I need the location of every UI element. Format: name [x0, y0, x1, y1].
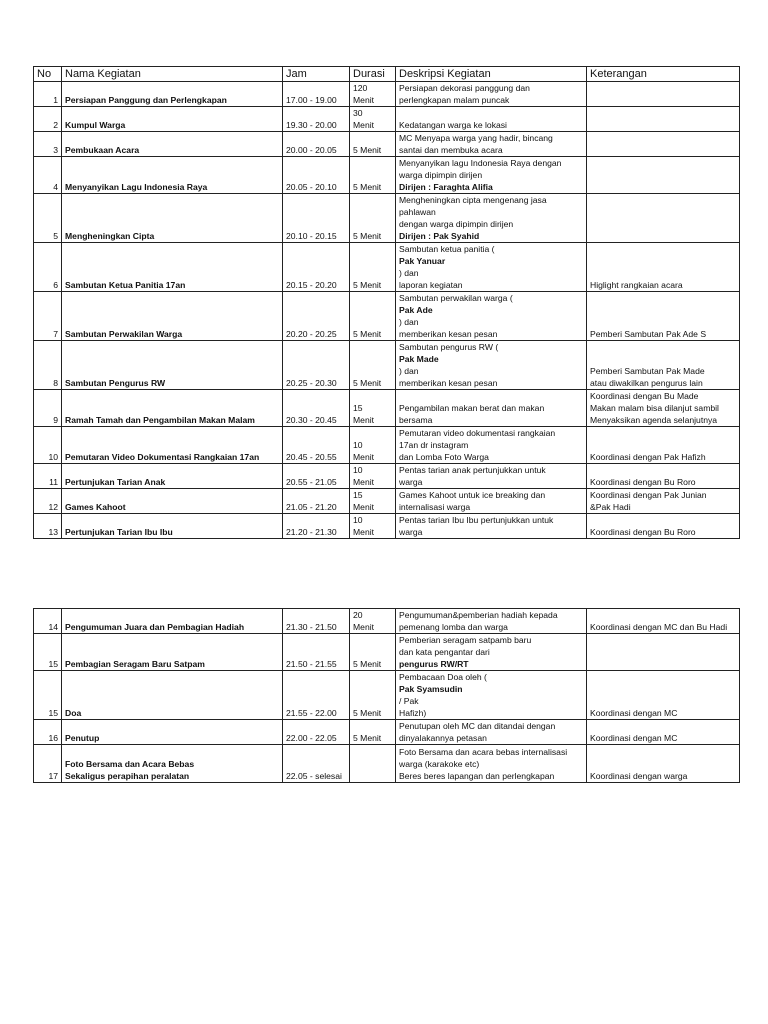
row-no: 17: [34, 745, 62, 783]
row-desc: Mengheningkan cipta mengenang jasa pahlawan dengan warga dipimpin dirijen Dirijen : Pak Syahid: [396, 194, 587, 243]
header-jam: Jam: [283, 67, 350, 82]
header-durasi: Durasi: [350, 67, 396, 82]
row-name: Menyanyikan Lagu Indonesia Raya: [62, 157, 283, 194]
schedule-table-top: [33, 66, 740, 539]
table-row: [34, 194, 740, 243]
row-no: 13: [34, 514, 62, 539]
row-name: Mengheningkan Cipta: [62, 194, 283, 243]
row-ket: Koordinasi dengan MC: [587, 671, 740, 720]
row-jam: 17.00 - 19.00: [283, 82, 350, 107]
row-durasi: 120 Menit: [350, 82, 396, 107]
row-no: 10: [34, 427, 62, 464]
row-durasi: 5 Menit: [350, 194, 396, 243]
table-row: [34, 243, 740, 292]
row-no: 11: [34, 464, 62, 489]
table-row: [34, 489, 740, 514]
row-desc: Sambutan pengurus RW ( Pak Made ) dan memberikan kesan pesan: [396, 341, 587, 390]
row-ket: Koordinasi dengan Bu Roro: [587, 514, 740, 539]
row-ket: [587, 107, 740, 132]
table-header-row: [34, 67, 740, 82]
row-name: Foto Bersama dan Acara Bebas Sekaligus perapihan peralatan: [62, 745, 283, 783]
row-no: 14: [34, 609, 62, 634]
row-no: 2: [34, 107, 62, 132]
row-durasi: 15 Menit: [350, 390, 396, 427]
header-no: No: [34, 67, 62, 82]
row-durasi: 5 Menit: [350, 671, 396, 720]
table-row: [34, 157, 740, 194]
row-name: Pengumuman Juara dan Pembagian Hadiah: [62, 609, 283, 634]
row-jam: 20.00 - 20.05: [283, 132, 350, 157]
row-durasi: 5 Menit: [350, 634, 396, 671]
row-jam: 22.05 - selesai: [283, 745, 350, 783]
row-name: Sambutan Perwakilan Warga: [62, 292, 283, 341]
row-jam: 21.05 - 21.20: [283, 489, 350, 514]
row-jam: 21.20 - 21.30: [283, 514, 350, 539]
row-name: Pertunjukan Tarian Ibu Ibu: [62, 514, 283, 539]
row-ket: Higlight rangkaian acara: [587, 243, 740, 292]
row-no: 8: [34, 341, 62, 390]
row-desc: Pembacaan Doa oleh ( Pak Syamsudin / Pak Hafizh): [396, 671, 587, 720]
table-row: [34, 671, 740, 720]
row-no: 7: [34, 292, 62, 341]
table-row: [34, 745, 740, 783]
row-desc: Pemberian seragam satpamb baru dan kata pengantar dari pengurus RW/RT: [396, 634, 587, 671]
row-ket: Koordinasi dengan MC dan Bu Hadi: [587, 609, 740, 634]
row-ket: [587, 132, 740, 157]
row-name: Games Kahoot: [62, 489, 283, 514]
header-name: Nama Kegiatan: [62, 67, 283, 82]
row-no: 15: [34, 634, 62, 671]
row-ket: Koordinasi dengan Bu Made Makan malam bisa dilanjut sambil Menyaksikan agenda selanjutnya: [587, 390, 740, 427]
header-desc: Deskripsi Kegiatan: [396, 67, 587, 82]
table-row: [34, 390, 740, 427]
row-jam: 21.50 - 21.55: [283, 634, 350, 671]
row-name: Kumpul Warga: [62, 107, 283, 132]
row-name: Pembukaan Acara: [62, 132, 283, 157]
row-durasi: 20 Menit: [350, 609, 396, 634]
row-jam: 20.15 - 20.20: [283, 243, 350, 292]
table-row: [34, 609, 740, 634]
row-name: Ramah Tamah dan Pengambilan Makan Malam: [62, 390, 283, 427]
row-ket: Koordinasi dengan Pak Hafizh: [587, 427, 740, 464]
row-no: 4: [34, 157, 62, 194]
row-desc: Pentas tarian Ibu Ibu pertunjukkan untuk warga: [396, 514, 587, 539]
row-desc: Pengambilan makan berat dan makan bersama: [396, 390, 587, 427]
row-ket: [587, 194, 740, 243]
row-durasi: 10 Menit: [350, 464, 396, 489]
row-jam: 20.10 - 20.15: [283, 194, 350, 243]
row-desc: MC Menyapa warga yang hadir, bincang santai dan membuka acara: [396, 132, 587, 157]
row-desc: Pentas tarian anak pertunjukkan untuk warga: [396, 464, 587, 489]
row-no: 15: [34, 671, 62, 720]
row-jam: 19.30 - 20.00: [283, 107, 350, 132]
row-durasi: 5 Menit: [350, 132, 396, 157]
row-durasi: 5 Menit: [350, 157, 396, 194]
table-row: [34, 427, 740, 464]
row-no: 1: [34, 82, 62, 107]
row-desc: Sambutan perwakilan warga ( Pak Ade ) dan memberikan kesan pesan: [396, 292, 587, 341]
row-durasi: 15 Menit: [350, 489, 396, 514]
row-jam: 20.25 - 20.30: [283, 341, 350, 390]
row-jam: 21.30 - 21.50: [283, 609, 350, 634]
row-desc: Pemutaran video dokumentasi rangkaian 17an dr instagram dan Lomba Foto Warga: [396, 427, 587, 464]
row-no: 16: [34, 720, 62, 745]
table-row: [34, 292, 740, 341]
row-desc: Penutupan oleh MC dan ditandai dengan dinyalakannya petasan: [396, 720, 587, 745]
row-ket: Koordinasi dengan Bu Roro: [587, 464, 740, 489]
row-name: Doa: [62, 671, 283, 720]
table-row: [34, 82, 740, 107]
row-jam: 22.00 - 22.05: [283, 720, 350, 745]
row-ket: [587, 634, 740, 671]
row-ket: Pemberi Sambutan Pak Ade S: [587, 292, 740, 341]
table-row: [34, 107, 740, 132]
row-ket: Pemberi Sambutan Pak Made atau diwakilkan pengurus lain: [587, 341, 740, 390]
row-jam: 20.30 - 20.45: [283, 390, 350, 427]
row-desc: Menyanyikan lagu Indonesia Raya dengan warga dipimpin dirijen Dirijen : Faraghta Alifia: [396, 157, 587, 194]
row-durasi: 5 Menit: [350, 341, 396, 390]
row-name: Pemutaran Video Dokumentasi Rangkaian 17an: [62, 427, 283, 464]
row-jam: 20.05 - 20.10: [283, 157, 350, 194]
row-name: Penutup: [62, 720, 283, 745]
row-ket: [587, 157, 740, 194]
row-durasi: 10 Menit: [350, 427, 396, 464]
table-row: [34, 132, 740, 157]
row-no: 3: [34, 132, 62, 157]
row-durasi: 30 Menit: [350, 107, 396, 132]
row-desc: Pengumuman&pemberian hadiah kepada pemenang lomba dan warga: [396, 609, 587, 634]
row-ket: Koordinasi dengan MC: [587, 720, 740, 745]
row-jam: 20.20 - 20.25: [283, 292, 350, 341]
row-jam: 21.55 - 22.00: [283, 671, 350, 720]
row-durasi: 5 Menit: [350, 720, 396, 745]
row-name: Sambutan Pengurus RW: [62, 341, 283, 390]
header-ket: Keterangan: [587, 67, 740, 82]
row-desc: Persiapan dekorasi panggung dan perlengkapan malam puncak: [396, 82, 587, 107]
row-ket: Koordinasi dengan warga: [587, 745, 740, 783]
table-row: [34, 464, 740, 489]
row-jam: 20.55 - 21.05: [283, 464, 350, 489]
row-durasi: 5 Menit: [350, 292, 396, 341]
row-ket: Koordinasi dengan Pak Junian &Pak Hadi: [587, 489, 740, 514]
row-name: Persiapan Panggung dan Perlengkapan: [62, 82, 283, 107]
row-durasi: [350, 745, 396, 783]
table-row: [34, 514, 740, 539]
row-name: Sambutan Ketua Panitia 17an: [62, 243, 283, 292]
row-no: 9: [34, 390, 62, 427]
row-ket: [587, 82, 740, 107]
row-desc: Foto Bersama dan acara bebas internalisasi warga (karakoke etc) Beres beres lapangan dan perlengkapan: [396, 745, 587, 783]
row-name: Pembagian Seragam Baru Satpam: [62, 634, 283, 671]
row-desc: Games Kahoot untuk ice breaking dan internalisasi warga: [396, 489, 587, 514]
row-durasi: 5 Menit: [350, 243, 396, 292]
row-durasi: 10 Menit: [350, 514, 396, 539]
row-desc: Sambutan ketua panitia ( Pak Yanuar ) dan laporan kegiatan: [396, 243, 587, 292]
table-row: [34, 341, 740, 390]
row-no: 12: [34, 489, 62, 514]
row-no: 6: [34, 243, 62, 292]
row-jam: 20.45 - 20.55: [283, 427, 350, 464]
schedule-table-bottom: [33, 608, 740, 783]
row-desc: Kedatangan warga ke lokasi: [396, 107, 587, 132]
table-row: [34, 720, 740, 745]
row-no: 5: [34, 194, 62, 243]
table-row: [34, 634, 740, 671]
row-name: Pertunjukan Tarian Anak: [62, 464, 283, 489]
